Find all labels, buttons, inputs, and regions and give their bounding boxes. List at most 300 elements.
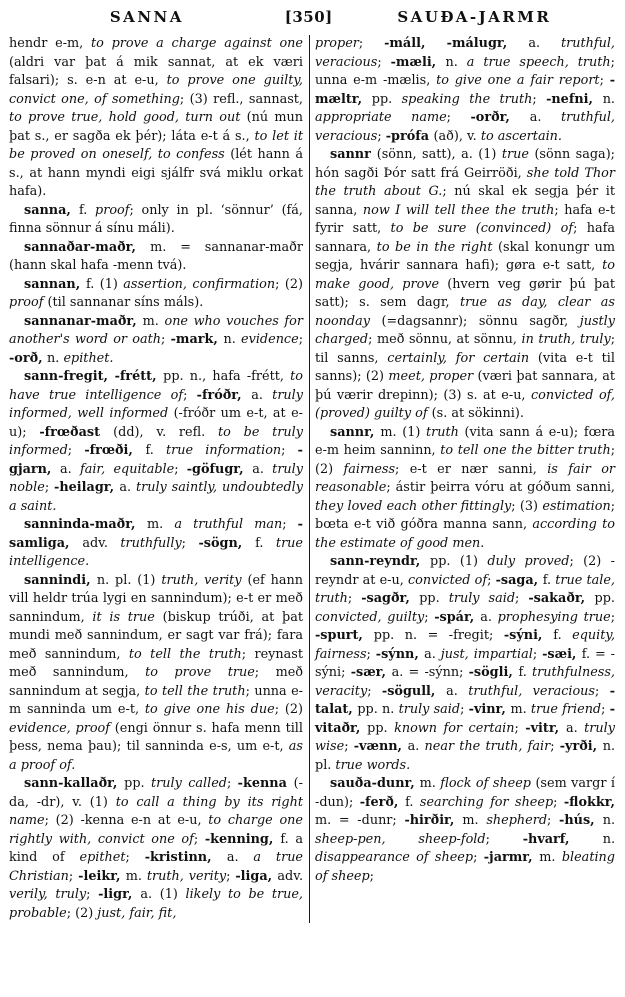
text-run: -spurt, xyxy=(315,628,374,643)
text-run: -leikr, xyxy=(78,868,126,884)
text-run: m. xyxy=(125,868,147,884)
text-run: ; xyxy=(601,702,610,717)
text-run: -prófa xyxy=(385,128,434,144)
text-run: -kenna xyxy=(237,776,294,791)
text-run: flock of sheep xyxy=(440,776,536,791)
text-run: ; e-t er nær sanni, xyxy=(395,461,548,477)
text-run: ; xyxy=(485,831,523,847)
text-run: truly informed, well informed xyxy=(9,387,303,421)
text-run: to call a thing by its right name xyxy=(9,794,303,828)
text-run: -ligr, xyxy=(98,887,141,902)
text-run: truly wise xyxy=(315,720,615,754)
text-run: ; xyxy=(366,646,376,662)
page-header xyxy=(9,8,616,26)
text-run: epithet xyxy=(79,850,126,865)
text-run: likely to be true, probable xyxy=(9,887,303,921)
text-run: adv. xyxy=(277,868,304,884)
text-run: just, impartial xyxy=(440,646,533,662)
text-run: f. xyxy=(255,535,276,551)
text-run: truth, verity xyxy=(161,572,248,588)
text-run: a true speech, truth xyxy=(466,54,611,70)
text-run: ; xyxy=(473,850,484,865)
text-run: -sær, xyxy=(350,665,392,680)
text-run: a true Christian xyxy=(9,850,304,884)
text-run: ; xyxy=(532,91,547,107)
text-run: sanna, xyxy=(24,202,79,218)
text-run: -heilagr, xyxy=(54,480,120,495)
text-run: n. xyxy=(47,350,64,366)
text-run: -samliga, xyxy=(9,517,303,551)
text-run: -kristinn, xyxy=(144,850,227,865)
text-run: -sögli, xyxy=(468,665,519,680)
text-run: truly noble xyxy=(9,461,303,495)
text-run: ; xyxy=(487,572,496,588)
text-run: true tale, truth xyxy=(315,572,615,606)
text-run: (sönn, satt), a. (1) xyxy=(376,147,502,162)
text-run: f. xyxy=(518,665,533,680)
text-run: ; xyxy=(44,480,55,495)
text-run: meet, proper xyxy=(388,369,478,384)
text-run: (sem vargr í -dun); xyxy=(315,776,616,810)
text-run: proper xyxy=(315,36,359,51)
text-run: n. xyxy=(602,91,615,107)
text-run: sannanar-maðr, xyxy=(24,313,143,329)
text-run: ; xyxy=(446,110,471,125)
text-run: as a proof of. xyxy=(9,739,303,773)
text-run: f. (1) xyxy=(85,276,124,292)
text-run: to tell one the bitter truth xyxy=(440,443,611,458)
text-run: ; xyxy=(86,887,99,902)
text-run: ; xyxy=(226,868,236,884)
text-run: to have true intelligence of xyxy=(9,369,303,403)
text-run: -talat, xyxy=(315,683,615,717)
text-run: -liga, xyxy=(235,868,278,884)
text-run: ; xyxy=(125,850,145,865)
text-run: sannindi, xyxy=(24,572,97,588)
column-divider xyxy=(309,35,310,923)
dictionary-entry xyxy=(9,239,303,276)
text-run: -sæi, xyxy=(542,646,582,662)
text-run: -mæltr, xyxy=(315,73,615,107)
text-run: n. xyxy=(602,813,616,828)
text-run: to ascertain. xyxy=(480,128,562,144)
text-run: ; xyxy=(594,683,610,699)
text-run: appropriate name xyxy=(315,110,447,125)
text-run: equity, fairness xyxy=(315,628,616,662)
text-run: near the truth, fair xyxy=(424,739,551,754)
text-run: n. xyxy=(223,332,242,347)
text-run: to prove a charge against one xyxy=(90,36,303,51)
text-run: m. xyxy=(462,813,487,828)
text-run: -sögn, xyxy=(198,535,256,551)
text-run: ; xyxy=(282,517,298,532)
text-run: f. xyxy=(145,443,167,458)
text-run: n. pl. (1) xyxy=(96,572,162,588)
text-run: truly said xyxy=(398,702,461,717)
text-run: ; til sanns, xyxy=(315,332,615,366)
text-run: to be truly informed xyxy=(9,424,303,458)
text-run: pp. (1) xyxy=(430,554,488,569)
dictionary-entry xyxy=(9,775,303,923)
text-run: f. xyxy=(542,572,556,588)
text-run: speaking the truth xyxy=(401,91,533,107)
text-run: -frœði, xyxy=(84,443,146,458)
text-run: true friend xyxy=(530,702,602,717)
text-run: to prove one guilty, convict one, of something xyxy=(9,73,304,107)
text-run: justly charged xyxy=(315,313,615,347)
text-run: fairness xyxy=(343,461,396,477)
text-run: ; xyxy=(532,646,543,662)
text-run: -sakaðr, xyxy=(528,591,595,606)
text-run: according to the estimate of good men. xyxy=(315,517,616,551)
header-keyword-left: SANNA xyxy=(109,8,184,26)
dictionary-entry xyxy=(9,276,303,313)
text-run: true as day, clear as noonday xyxy=(315,295,615,329)
text-run: ; xyxy=(183,387,197,403)
text-run: -vænn, xyxy=(353,739,408,754)
text-run: true words. xyxy=(335,757,411,773)
text-run: ; xyxy=(599,73,610,88)
text-run: to tell the truth xyxy=(144,683,246,699)
text-run: to charge one rightly with, convict one of xyxy=(9,813,303,847)
text-run: ; (3) xyxy=(511,498,543,514)
text-run: -fróðr, xyxy=(196,387,252,403)
text-run: ; xyxy=(68,868,79,884)
text-run: -sýni, xyxy=(503,628,554,643)
text-run: proof xyxy=(95,202,130,218)
text-run: evidence xyxy=(241,332,299,347)
dictionary-entry xyxy=(9,368,303,516)
text-run: ; með sönnu, at sönnu, xyxy=(368,332,522,347)
text-run: ; xyxy=(460,702,469,717)
text-run: sanninda-maðr, xyxy=(24,517,147,532)
text-run: a. xyxy=(60,461,80,477)
text-run: a. xyxy=(480,609,498,625)
text-run: sann-kallaðr, xyxy=(24,776,125,791)
text-run: m. xyxy=(539,850,562,865)
text-run: convicted of, (proved) guilty of xyxy=(315,387,615,421)
text-run: ; nú skal ek segja þér it sanna, xyxy=(315,184,615,218)
text-run: convicted of xyxy=(407,572,488,588)
dictionary-entry xyxy=(9,202,303,239)
text-run: true intelligence. xyxy=(9,535,303,569)
text-run: (hvern veg gørir þú þat satt); s. sem dagr, xyxy=(315,276,615,310)
text-run: ; unna e-m sanninda um e-t, xyxy=(9,683,304,717)
text-run: -frœðast xyxy=(39,424,114,440)
text-run: ; (2) -reyndr at e-u, xyxy=(315,554,615,588)
text-run: a. xyxy=(252,461,273,477)
text-run: to prove true xyxy=(145,665,255,680)
text-run: ; unna e-m -mælis, xyxy=(315,54,615,88)
dictionary-entry xyxy=(9,572,303,776)
text-run: f. = -sýni; xyxy=(315,646,615,680)
text-run: ; xyxy=(181,535,199,551)
text-run: epithet. xyxy=(63,350,114,366)
text-run: m. xyxy=(142,313,165,329)
text-run: pp. xyxy=(367,720,395,736)
text-run: sannr, xyxy=(330,424,381,440)
text-run: ; xyxy=(298,332,303,347)
text-run: ; xyxy=(344,739,354,754)
text-run: certainly, for certain xyxy=(387,350,538,366)
text-run: ; (3) refl., sannast, xyxy=(179,91,303,107)
text-run: (=dagsannr); sönnu sagðr, xyxy=(381,313,580,329)
text-run: shepherd xyxy=(486,813,548,828)
text-run: a. xyxy=(528,36,561,51)
text-run: hendr e-m, xyxy=(9,36,91,51)
text-run: ; bœta e-t við góðra manna sann, xyxy=(315,498,616,532)
text-run: sann-reyndr, xyxy=(330,554,431,569)
text-run: ; (2) xyxy=(66,905,98,921)
text-run: -gjarn, xyxy=(9,443,303,477)
text-run: pp. n. = -fregit; xyxy=(373,628,504,643)
text-run: pp. xyxy=(594,591,615,606)
text-run: a truthful man xyxy=(174,517,283,532)
text-run: -vitaðr, xyxy=(315,702,615,736)
text-run: estimation xyxy=(542,498,611,514)
text-run: a. xyxy=(529,110,561,125)
text-run: a. xyxy=(446,683,469,699)
text-run: a. xyxy=(251,387,273,403)
text-run: searching for sheep xyxy=(419,794,554,810)
text-run: to let it be proved on oneself, to confess xyxy=(9,128,303,162)
text-run: (nú mun þat s., er sagða ek þér); láta e-t á s., xyxy=(9,110,303,144)
text-run: assertion, confirmation xyxy=(123,276,276,292)
text-run: sheep-pen, sheep-fold xyxy=(315,831,486,847)
text-run: sann-fregit, -frétt, xyxy=(24,369,164,384)
text-run: -göfugr, xyxy=(186,461,253,477)
text-run: ; (2) -kenna e-n at e-u, xyxy=(44,813,209,828)
text-run: -máll, -málugr, xyxy=(384,36,529,51)
text-run: -spár, xyxy=(434,609,481,625)
text-run: a. = -sýnn; xyxy=(391,665,469,680)
text-run: is fair or reasonable xyxy=(315,461,616,495)
text-run: n. pl. xyxy=(315,739,616,773)
text-run: pp. n. xyxy=(357,702,399,717)
text-run: truth xyxy=(425,424,465,440)
text-run: disappearance of sheep xyxy=(315,850,474,865)
text-run: -hús, xyxy=(559,813,603,828)
text-run: one who vouches for another's word or oath xyxy=(9,313,303,347)
header-page-number: [350] xyxy=(284,8,333,26)
text-run: -sagðr, xyxy=(361,591,420,606)
text-run: -sögull, xyxy=(381,683,447,699)
text-run: it is true xyxy=(92,609,163,625)
text-run: (skal konungr um segja, hvárir sannara hafi); gøra e-t satt, xyxy=(315,239,616,273)
text-run: truly called xyxy=(151,776,227,791)
text-run: to be sure (convinced) of xyxy=(390,221,574,236)
text-run: ; xyxy=(550,739,560,754)
text-run: truthfulness, veracity xyxy=(315,665,616,699)
text-run: f. xyxy=(78,202,96,218)
text-run: ; xyxy=(367,683,382,699)
text-run: a. (1) xyxy=(140,887,186,902)
text-run: truthful, veracious xyxy=(468,683,595,699)
text-run: ; xyxy=(226,776,238,791)
text-run: (-da, -dr), v. (1) xyxy=(9,776,303,810)
text-run: ; xyxy=(281,443,298,458)
text-run: ; hafa e-t fyrir satt, xyxy=(315,202,615,236)
text-run: convicted, guilty xyxy=(315,609,425,625)
text-run: now I will tell thee the truth xyxy=(362,202,555,218)
text-run: evidence, proof xyxy=(9,720,115,736)
text-run: (s. at sökinni). xyxy=(431,406,524,421)
text-run: to give one a fair report xyxy=(436,73,600,88)
text-run: (að), v. xyxy=(433,128,481,144)
text-run: verily, truly xyxy=(9,887,87,902)
text-run: pp. xyxy=(419,591,449,606)
text-run: sannr xyxy=(330,147,377,162)
text-run: they loved each other fittingly xyxy=(315,498,512,514)
text-run: f. xyxy=(405,794,420,810)
dictionary-body xyxy=(9,35,616,923)
text-run: truthful, veracious xyxy=(315,110,615,144)
text-run: bleating of sheep xyxy=(315,850,615,884)
dictionary-entry xyxy=(315,424,615,554)
text-run: ; (2) xyxy=(315,443,615,477)
dictionary-entry xyxy=(315,553,615,775)
dictionary-entry xyxy=(315,775,615,886)
text-run: -ferð, xyxy=(359,794,406,810)
text-run: (vita e-t til sanns); (2) xyxy=(315,350,615,384)
text-run: -orð, xyxy=(9,350,48,366)
text-run: ; (2) xyxy=(274,702,303,717)
text-run: ; xyxy=(514,720,526,736)
text-run: ; (2) xyxy=(275,276,303,292)
text-run: she told Thor the truth about G. xyxy=(315,165,616,199)
text-run: -hvarf, xyxy=(522,831,603,847)
text-run: m. xyxy=(146,517,175,532)
text-run: -nefni, xyxy=(546,91,603,107)
text-run: m. xyxy=(510,702,531,717)
text-run: (biskup trúði, at þat mundi með sannindum, er sagt var frá); fara með sannindum, xyxy=(9,609,303,662)
text-run: -yrði, xyxy=(559,739,603,754)
text-run: to tell the truth xyxy=(128,646,242,662)
text-run: true information xyxy=(166,443,282,458)
text-run: just, fair, fit, xyxy=(97,905,177,921)
text-run: n. xyxy=(602,831,616,847)
text-run: truly said xyxy=(448,591,516,606)
text-run: duly proved xyxy=(487,554,570,569)
text-run: ; xyxy=(193,831,205,847)
text-run: m. (1) xyxy=(380,424,426,440)
text-run: (væri þat sannara, at þú værir drepinn); (3) s. at e-u, xyxy=(315,369,615,403)
text-run: ; xyxy=(358,36,385,51)
text-run: pp. xyxy=(124,776,152,791)
text-run: (aldri var þat á mik sannat, at ek væri falsari); s. e-n at e-u, xyxy=(9,54,303,88)
text-run: ; reynast með sannindum, xyxy=(9,646,303,680)
text-run: ; xyxy=(67,443,85,458)
text-run: known for certain xyxy=(394,720,515,736)
right-column xyxy=(315,35,615,923)
text-run: ; hafa sannara, xyxy=(315,221,615,255)
text-run: ; only in pl. ‘sönnur’ (fá, finna sönnur á sínu máli). xyxy=(9,202,303,236)
text-run: adv. xyxy=(82,535,121,551)
text-run: ; xyxy=(174,461,187,477)
text-run: fair, equitable xyxy=(79,461,175,477)
text-run: m. = sannanar-maðr (hann skal hafa -menn tvá). xyxy=(9,239,303,273)
text-run: (til sannanar síns máls). xyxy=(47,295,204,310)
text-run: truthfully xyxy=(120,535,182,551)
text-run: truth, verity xyxy=(146,868,227,884)
dictionary-entry xyxy=(9,35,303,202)
text-run: (-fróðr um e-t, at e-u); xyxy=(9,406,303,440)
text-run: to prove true, hold good, turn out xyxy=(9,110,247,125)
text-run: ; xyxy=(377,54,391,70)
text-run: a. xyxy=(407,739,425,754)
text-run: pp. xyxy=(371,91,402,107)
dictionary-entry xyxy=(315,146,615,424)
text-run: n. xyxy=(445,54,467,70)
text-run: -mark, xyxy=(170,332,224,347)
text-run: (vita sann á e-u); fœra e-m heim sanninn, xyxy=(315,424,615,458)
text-run: ; xyxy=(161,332,171,347)
text-run: (sönn saga); hón sagði Þór satt frá Geirröði, xyxy=(315,147,615,181)
text-run: -sýnn, xyxy=(375,646,425,662)
text-run: pp. n., hafa -frétt, xyxy=(163,369,291,384)
text-run: a. xyxy=(226,850,254,865)
text-run: -jarmr, xyxy=(483,850,540,865)
text-run: -kenning, xyxy=(204,831,281,847)
text-run: in truth, truly xyxy=(521,332,611,347)
text-run: -mæli, xyxy=(390,54,446,70)
text-run: -vinr, xyxy=(468,702,511,717)
text-run: f. a kind of xyxy=(9,831,303,865)
dictionary-entry xyxy=(9,516,303,572)
text-run: -hirðir, xyxy=(404,813,463,828)
text-run: proof xyxy=(9,295,48,310)
text-run: (lét hann á s., at hann myndi eigi sjálfr svá miklu orkat hafa). xyxy=(9,147,303,199)
text-run: (ef hann vill heldr trúa lygi en sannindum); e-t er með sannindum, xyxy=(9,572,304,625)
text-run: (dd), v. refl. xyxy=(113,424,218,440)
text-run: ; xyxy=(369,868,374,884)
dictionary-entry xyxy=(9,313,303,369)
text-run: ; xyxy=(424,609,435,625)
text-run: ; xyxy=(377,128,386,144)
text-run: ; með sannindum at segja, xyxy=(9,665,304,699)
text-run: -orðr, xyxy=(470,110,530,125)
text-run: a. xyxy=(424,646,441,662)
text-run: ; xyxy=(547,813,560,828)
text-run: prophesying true xyxy=(497,609,611,625)
text-run: truly saintly, undoubtedly a saint. xyxy=(9,480,303,514)
text-run: -flokkr, xyxy=(563,794,615,810)
text-run: m. xyxy=(419,776,441,791)
text-run: a. xyxy=(119,480,136,495)
text-run: m. = -dunr; xyxy=(315,813,405,828)
text-run: f. xyxy=(553,628,573,643)
text-run: a. xyxy=(565,720,585,736)
left-column xyxy=(9,35,303,923)
text-run: ; xyxy=(515,591,529,606)
text-run: ; xyxy=(553,794,564,810)
text-run: to make good, prove xyxy=(315,258,615,292)
text-run: sannaðar-maðr, xyxy=(24,239,151,255)
text-run: (engi önnur s. hafa menn till þess, nema þau); til sanninda e-s, um e-t, xyxy=(9,720,303,754)
text-run: ; ástir þeirra vóru at góðum sanni, xyxy=(386,480,615,495)
text-run: ; xyxy=(610,609,615,625)
text-run: sauða-dunr, xyxy=(330,776,420,791)
text-run: sannan, xyxy=(24,276,86,292)
text-run: true xyxy=(501,147,535,162)
dictionary-entry xyxy=(315,35,615,146)
text-run: truthful, veracious xyxy=(315,36,615,70)
text-run: -saga, xyxy=(495,572,543,588)
header-keyword-right: SAUÐA-JARMR xyxy=(397,8,552,26)
text-run: to be in the right xyxy=(376,239,499,255)
text-run: to give one his due xyxy=(144,702,275,717)
text-run: -vitr, xyxy=(525,720,566,736)
